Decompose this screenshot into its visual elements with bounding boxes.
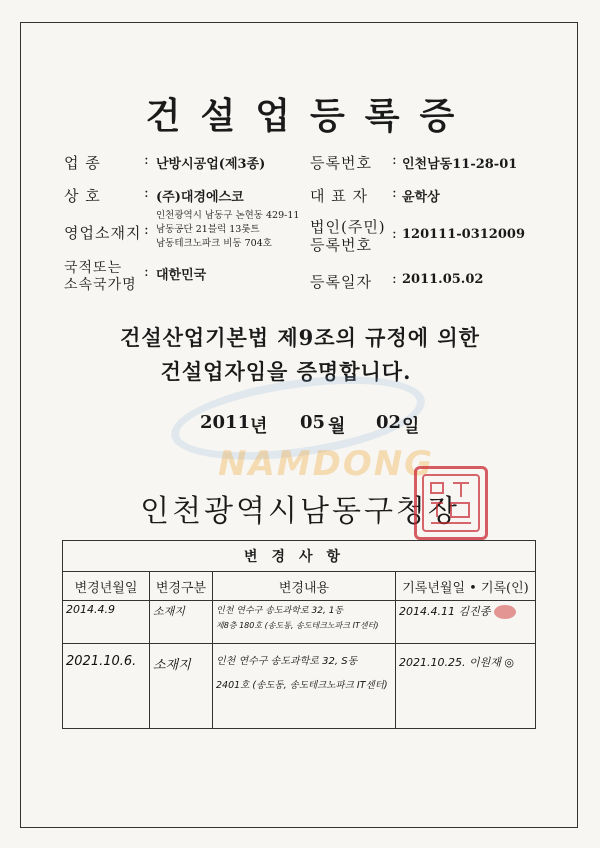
address-label: 영업소재지	[64, 224, 142, 242]
official-seal-icon	[414, 466, 488, 540]
issue-day: 02	[376, 412, 402, 433]
company-label: 상 호	[64, 187, 101, 205]
colon: :	[144, 222, 149, 238]
change-date: 2021.10.6.	[66, 654, 137, 669]
table-row	[63, 644, 536, 729]
colon: :	[144, 185, 149, 201]
address-line-2: 남동공단 21블럭 13롯트	[156, 224, 260, 235]
record-cell	[396, 601, 535, 621]
table-row	[63, 601, 536, 644]
issue-month: 05	[300, 412, 326, 433]
change-record: 2021.10.25. 이원재 ◎	[399, 656, 514, 669]
corp-number-label-line-1: 법인(주민)	[310, 218, 386, 236]
document-title: 건설업등록증	[145, 95, 475, 137]
change-content-line-1: 인천 연수구 송도과학로 32, S동	[216, 656, 358, 667]
change-content-line-2: 제8층 180호 (송도동, 송도테크노파크 IT센터)	[216, 621, 379, 630]
issue-year-unit: 년	[250, 416, 268, 437]
registration-date-label: 등록일자	[310, 273, 372, 291]
address-line-3: 남동테크노파크 비동 704호	[156, 238, 272, 249]
corp-number-label-line-2: 등록번호	[310, 236, 372, 254]
change-content-line-2: 2401호 (송도동, 송도테크노파크 IT센터)	[216, 680, 388, 691]
issue-day-unit: 일	[402, 416, 420, 437]
ceo-label: 대 표 자	[310, 187, 369, 205]
change-type: 소재지	[153, 605, 185, 618]
issue-year: 2011	[200, 412, 251, 433]
corp-number-value: 120111-0312009	[402, 227, 525, 242]
colon: :	[392, 226, 397, 242]
nationality-value: 대한민국	[156, 268, 207, 283]
registration-number-value: 인천남동11-28-01	[402, 157, 518, 172]
change-content-line-1: 인천 연수구 송도과학로 32, 1동	[216, 606, 344, 616]
business-type-label: 업 종	[64, 154, 101, 172]
address-line-1: 인천광역시 남동구 논현동 429-11	[156, 210, 300, 221]
issuer-name: 인천광역시남동구청장	[140, 494, 460, 529]
signature-stamp-icon	[494, 605, 516, 619]
change-record: 2014.4.11 김진종	[399, 605, 491, 618]
colon: :	[144, 264, 149, 280]
column-header: 변경년월일	[63, 572, 150, 601]
registration-date-value: 2011.05.02	[402, 272, 484, 287]
colon: :	[144, 152, 149, 168]
nationality-label-line-2: 소속국가명	[64, 277, 137, 293]
change-history-header: 변경사항	[63, 541, 536, 572]
certification-line-1: 건설산업기본법 제9조의 규정에 의한	[120, 325, 480, 350]
colon: :	[392, 271, 397, 287]
column-header: 변경구분	[150, 572, 213, 601]
company-value: (주)대경에스코	[156, 190, 244, 205]
issue-month-unit: 월	[328, 416, 346, 437]
change-date: 2014.4.9	[66, 603, 115, 616]
certification-line-2: 건설업자임을 증명합니다.	[160, 359, 412, 384]
watermark: NAMDONG	[218, 444, 435, 484]
business-type-value: 난방시공업(제3종)	[156, 157, 266, 172]
registration-number-label: 등록번호	[310, 154, 372, 172]
change-history-table	[62, 540, 536, 729]
ceo-value: 윤학상	[402, 190, 440, 205]
column-header: 기록년월일 • 기록(인)	[396, 572, 536, 601]
column-header: 변경내용	[213, 572, 396, 601]
nationality-label-line-1: 국적또는	[64, 260, 123, 276]
colon: :	[392, 152, 397, 168]
colon: :	[392, 185, 397, 201]
change-type: 소재지	[153, 658, 191, 673]
